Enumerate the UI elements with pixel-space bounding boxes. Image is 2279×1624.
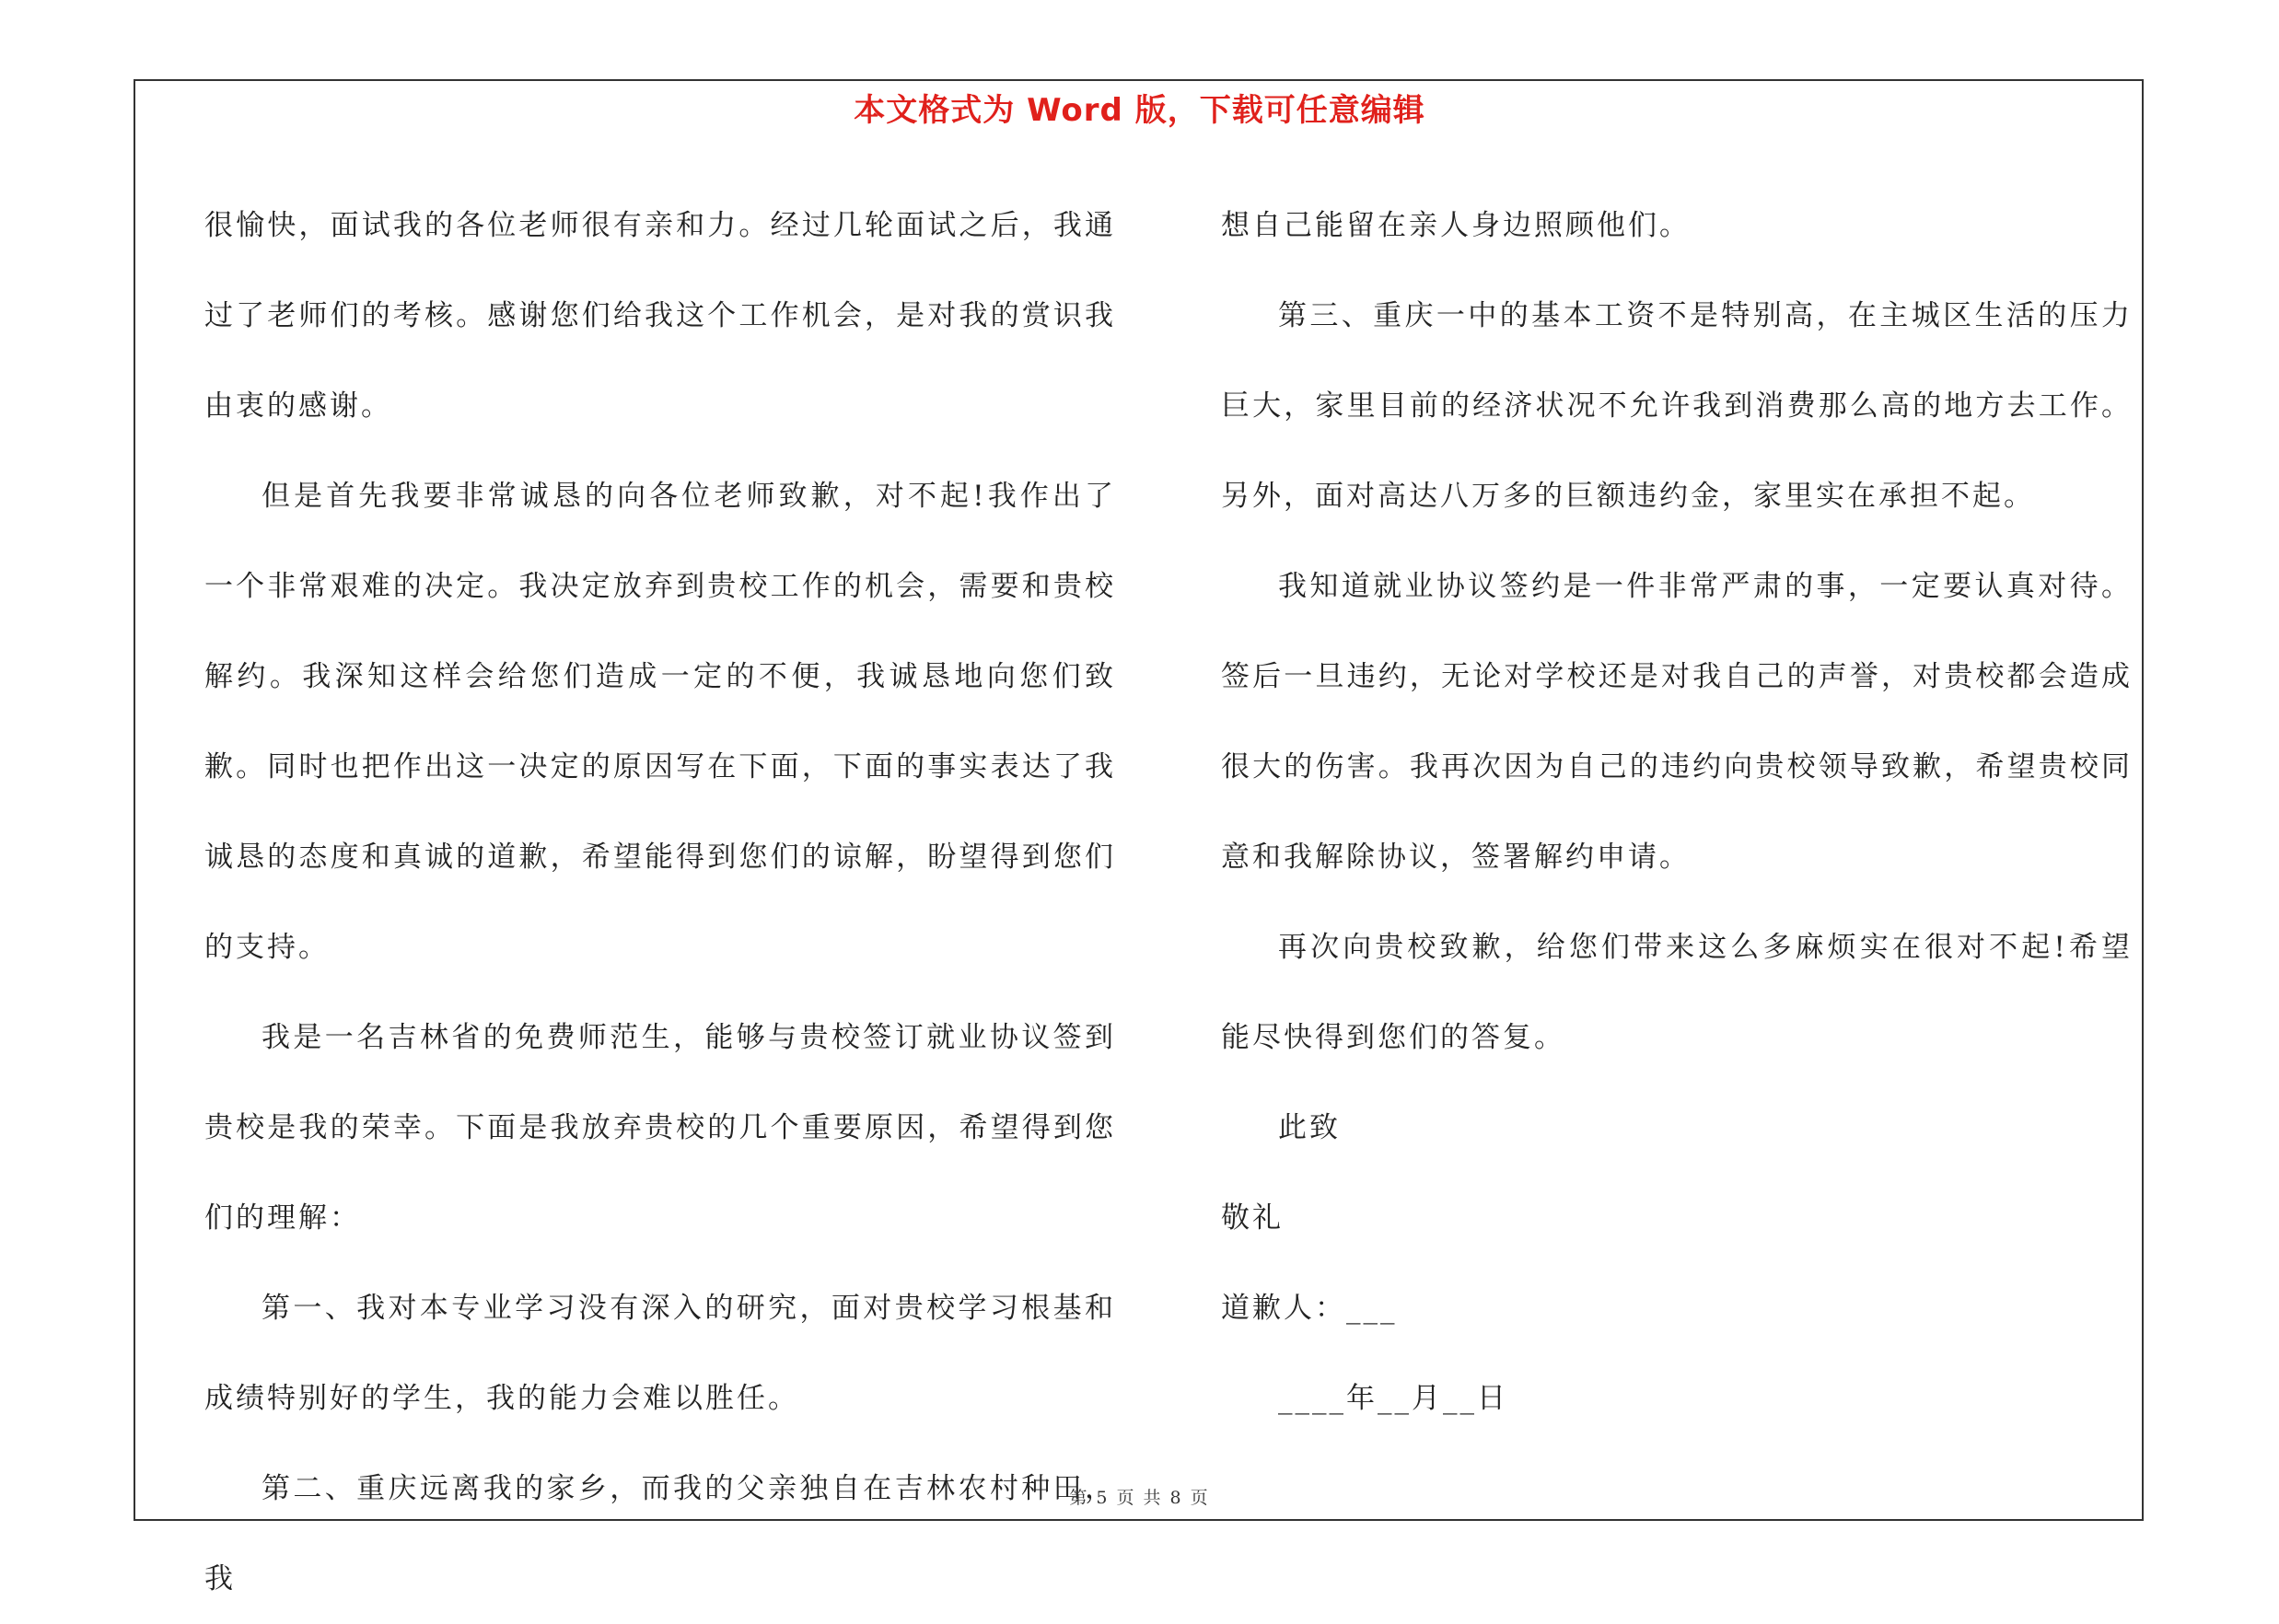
date-line: ____年__月__日	[1278, 1382, 1508, 1415]
paragraph-reasons-intro: 我是一名吉林省的免费师范生，能够与贵校签订就业协议签到贵校是我的荣幸。下面是我放弃贵校的几个重要原因，希望得到您们的理解：	[204, 1021, 1116, 1235]
left-text-column	[204, 180, 1116, 1624]
paragraph-reason-three: 第三、重庆一中的基本工资不是特别高，在主城区生活的压力巨大，家里目前的经济状况不允许我到消费那么高的地方去工作。另外，面对高达八万多的巨额违约金，家里实在承担不起。	[1221, 299, 2133, 513]
paragraph-reason-one: 第一、我对本专业学习没有深入的研究，面对贵校学习根基和成绩特别好的学生，我的能力会难以胜任。	[204, 1292, 1116, 1415]
right-text-column	[1221, 180, 2133, 1444]
page-number: 第 5 页 共 8 页	[1069, 1488, 1210, 1508]
paragraph-agreement-seriousness: 我知道就业协议签约是一件非常严肃的事，一定要认真对待。签后一旦违约，无论对学校还是对我自己的声誉，对贵校都会造成很大的伤害。我再次因为自己的违约向贵校领导致歉，希望贵校同意和我解除协议，签署解约申请。	[1221, 570, 2133, 874]
closing-salutation: 此致	[1278, 1111, 1341, 1144]
paragraph-interview-thanks: 很愉快，面试我的各位老师很有亲和力。经过几轮面试之后，我通过了老师们的考核。感谢您们给我这个工作机会，是对我的赏识我由衷的感谢。	[204, 209, 1116, 423]
paragraph-reason-two-end: 想自己能留在亲人身边照顾他们。	[1221, 209, 1691, 242]
paragraph-apology-decision: 但是首先我要非常诚恳的向各位老师致歉，对不起!我作出了一个非常艰难的决定。我决定放弃到贵校工作的机会，需要和贵校解约。我深知这样会给您们造成一定的不便，我诚恳地向您们致歉。同时也把作出这一决定的原因写在下面，下面的事实表达了我诚恳的态度和真诚的道歉，希望能得到您们的谅解，盼望得到您们的支持。	[204, 480, 1116, 964]
editable-format-banner: 本文格式为 Word 版，下载可任意编辑	[854, 92, 1425, 129]
closing-regards: 敬礼	[1221, 1201, 1284, 1235]
paragraph-reason-two-start: 第二、重庆远离我的家乡，而我的父亲独自在吉林农村种田，我	[204, 1472, 1116, 1595]
paragraph-final-apology: 再次向贵校致歉，给您们带来这么多麻烦实在很对不起!希望能尽快得到您们的答复。	[1221, 931, 2133, 1054]
signature-line: 道歉人：___	[1221, 1292, 1398, 1325]
